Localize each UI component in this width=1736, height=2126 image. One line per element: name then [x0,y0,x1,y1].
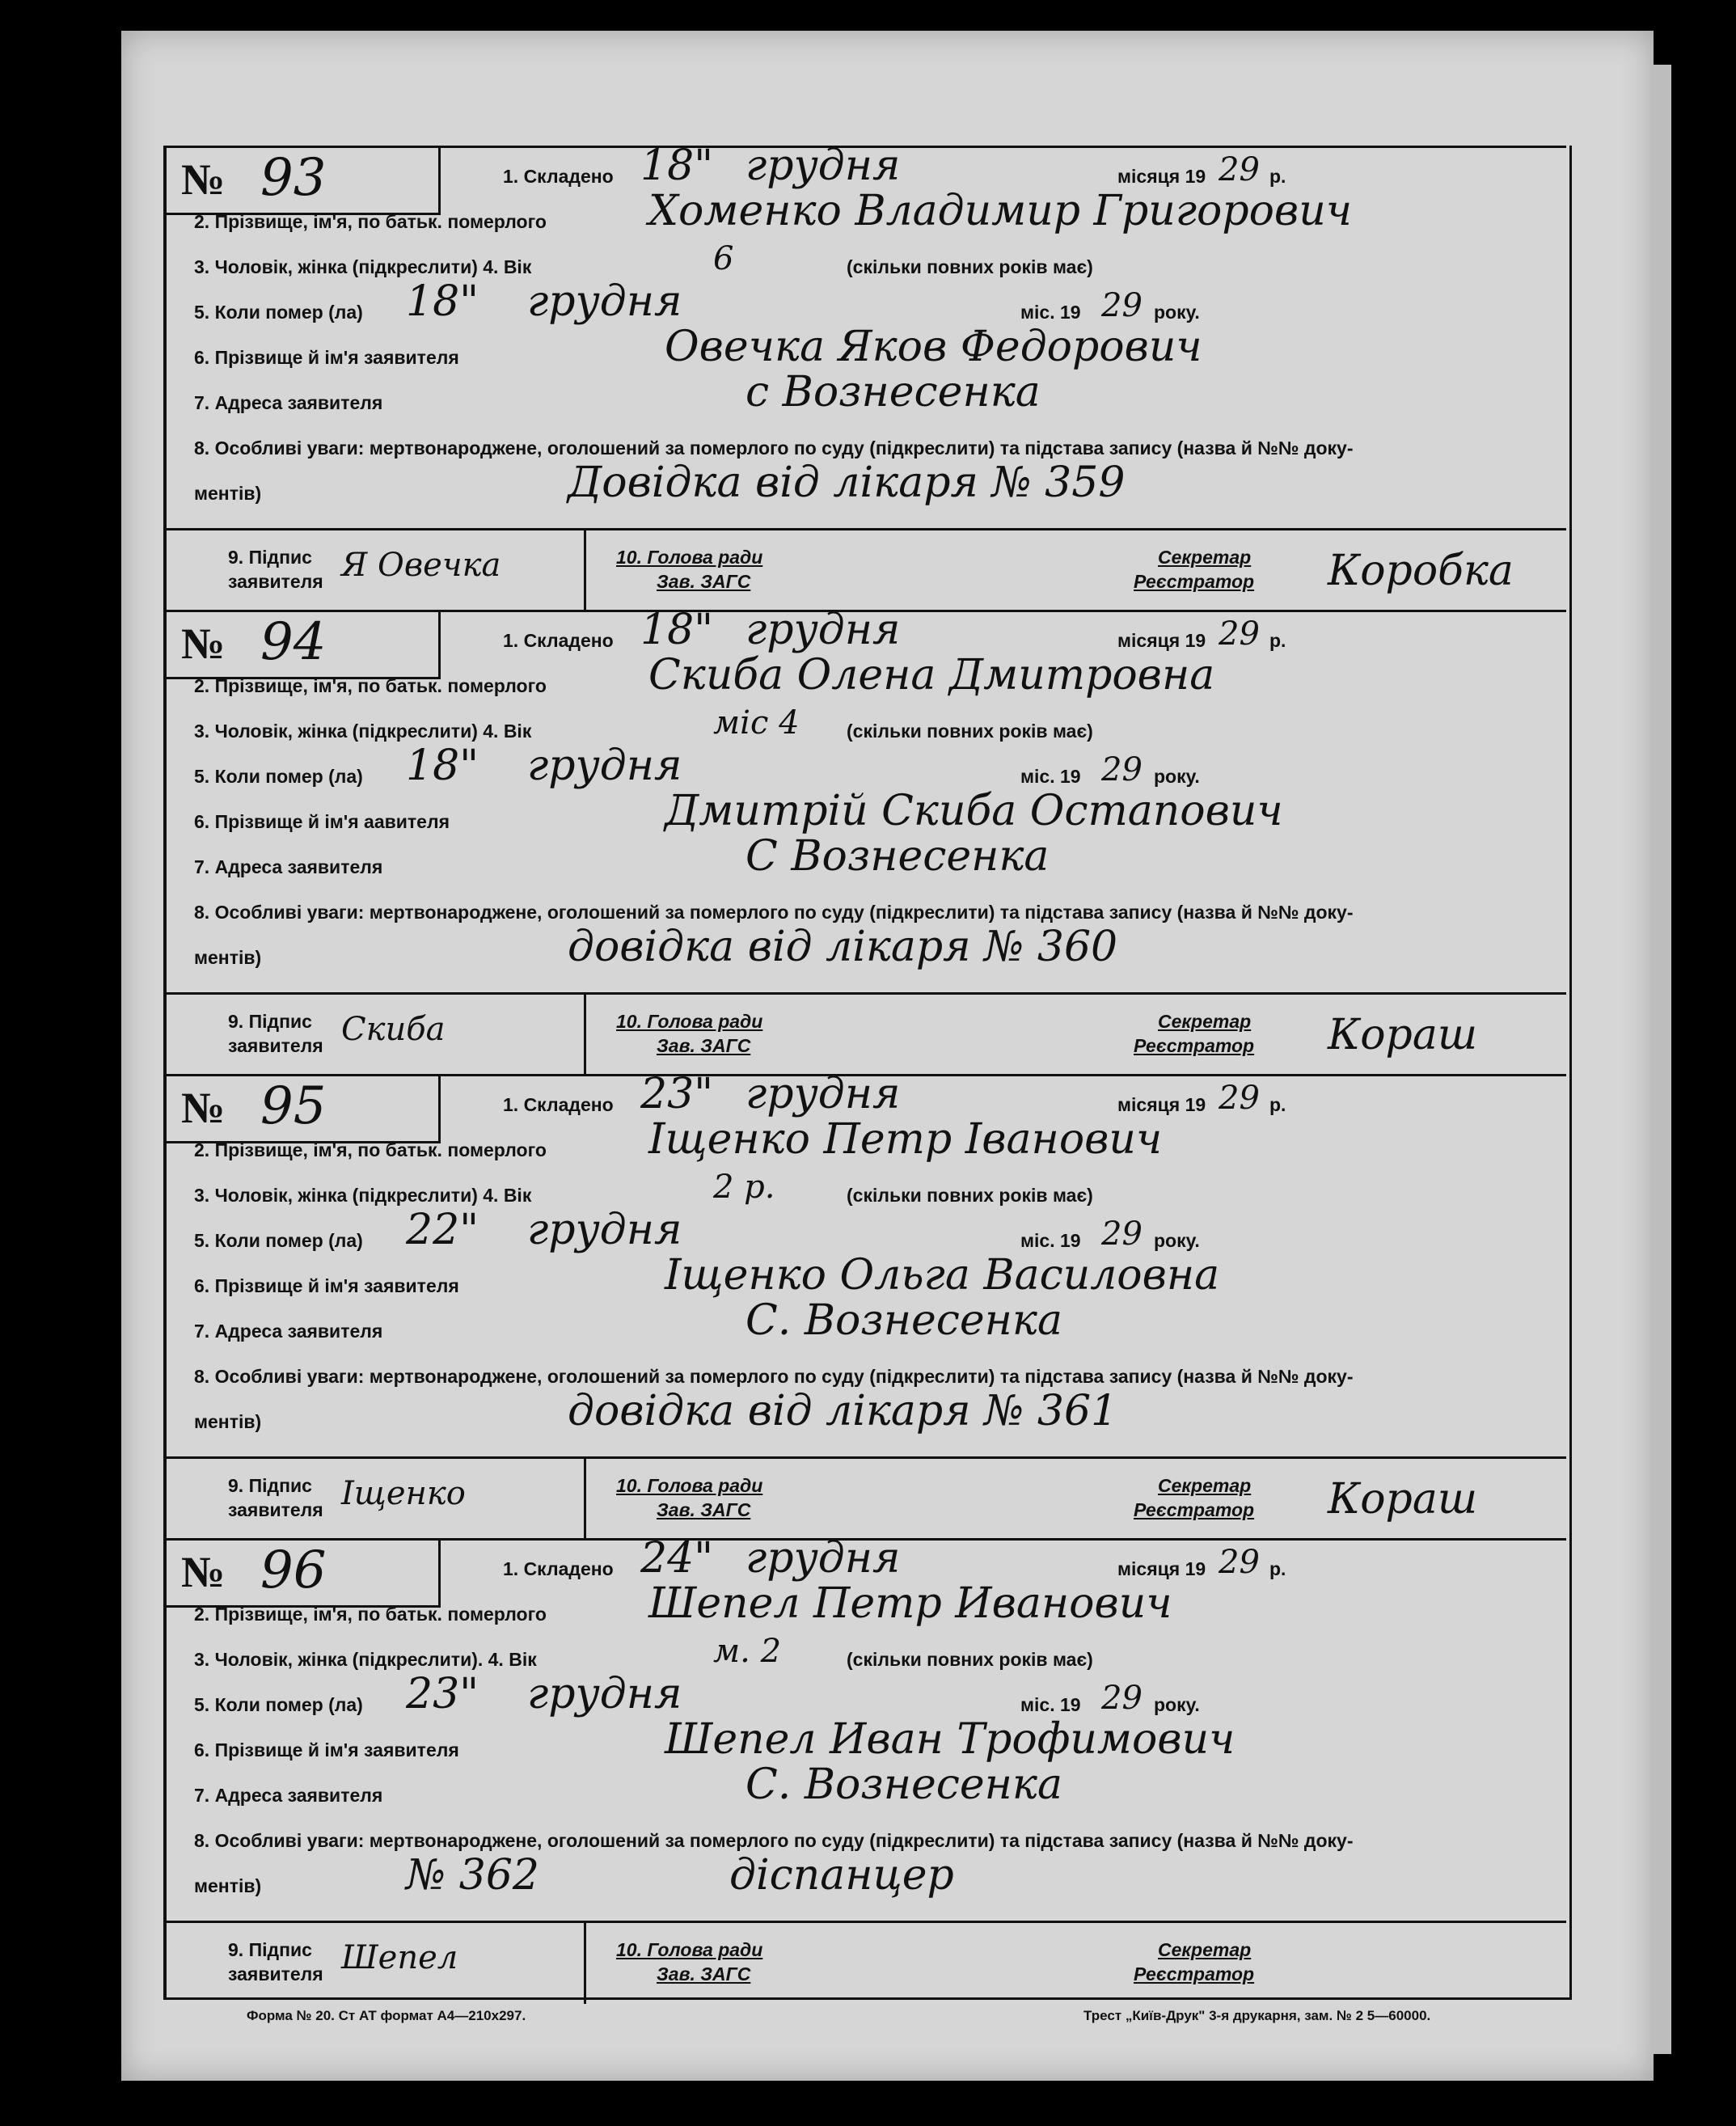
compiled-year: 29 [1219,1544,1260,1581]
document-number: № 362 [406,1851,539,1900]
mis-year-label: міс. 19 [1020,302,1081,323]
applicant-signature: Шепел [341,1939,458,1976]
age-tail-label: (скільки повних років має) [847,1185,1093,1206]
number-sign: № [181,155,226,204]
compiled-year: 29 [1219,1080,1260,1117]
sig-label-2: заявителя [228,1035,323,1056]
secretary-label: Секретар [1158,1475,1252,1496]
deceased-name: Хоменко Владимир Григорович [648,187,1353,235]
age-value: м. 2 [713,1633,782,1670]
compiled-month: грудня [746,1534,901,1583]
compiled-day: 23" [640,1070,714,1118]
head-label-2: Зав. ЗАГС [657,1035,751,1056]
deceased-name: Скиба Олена Дмитровна [648,651,1215,700]
death-record [163,606,1566,1076]
applicant-name: Іщенко Ольга Василовна [665,1251,1220,1300]
death-month: грудня [527,742,682,790]
notes-label-1: 8. Особливі уваги: мертвонароджене, оголошений за померлого по суду (підкреслити) та підстава запису (назва й №№ доку- [194,437,1354,459]
head-label-2: Зав. ЗАГС [657,571,751,592]
death-day: 18" [406,277,479,326]
applicant-name: Шепел Иван Трофимович [665,1715,1235,1764]
document-value: діспанцер [729,1851,954,1900]
registrar-label: Реєстратор [1134,1499,1255,1520]
r-label: р. [1269,1094,1286,1115]
head-label-1: 10. Голова ради [616,1939,763,1960]
address-value: С. Вознесенка [746,1296,1062,1345]
signature-divider [584,530,586,611]
sex-age-label: 3. Чоловік, жінка (підкреслити) 4. Вік [194,256,532,277]
age-tail-label: (скільки повних років має) [847,1649,1093,1670]
death-year: 29 [1101,287,1143,324]
applicant-label: 6. Прізвище й ім'я заявителя [194,347,459,368]
head-label-2: Зав. ЗАГС [657,1963,751,1984]
number-sign: № [181,619,226,668]
document-value: Довідка від лікаря № 359 [568,459,1126,507]
address-label: 7. Адреса заявителя [194,1785,383,1806]
death-month: грудня [527,1206,682,1254]
register-sheet [121,31,1654,2081]
age-tail-label: (скільки повних років має) [847,721,1093,742]
registrar-label: Реєстратор [1134,571,1255,592]
death-record [163,1070,1566,1541]
notes-label-2: ментів) [194,1411,262,1432]
record-number: 93 [260,148,327,208]
secretary-label: Секретар [1158,1939,1252,1960]
signature-row [163,1921,1566,2004]
record-number: 95 [260,1076,327,1136]
notes-label-2: ментів) [194,483,262,504]
signature-row [163,1456,1566,1540]
sex-age-label: 3. Чоловік, жінка (підкреслити) 4. Вік [194,721,532,742]
compiled-month: грудня [746,1070,901,1118]
document-value: довідка від лікаря № 360 [568,923,1118,971]
month-year-label: місяця 19 [1117,630,1206,651]
sig-label-1: 9. Підпис [228,1939,312,1960]
applicant-label: 6. Прізвище й ім'я аавителя [194,811,450,832]
death-day: 22" [406,1206,479,1254]
deceased-label: 2. Прізвище, ім'я, по батьк. померлого [194,1139,547,1160]
signature-divider [584,1923,586,2004]
mis-year-label: міс. 19 [1020,1230,1081,1251]
r-label: р. [1269,166,1286,187]
death-year: 29 [1101,1215,1143,1253]
month-year-label: місяця 19 [1117,1094,1206,1115]
applicant-label: 6. Прізвище й ім'я заявителя [194,1275,459,1296]
deceased-label: 2. Прізвище, ім'я, по батьк. померлого [194,1604,547,1625]
address-value: с Вознесенка [746,368,1041,416]
sig-label-1: 9. Підпис [228,547,312,568]
month-year-label: місяця 19 [1117,1558,1206,1579]
sig-label-1: 9. Підпис [228,1011,312,1032]
compiled-day: 24" [640,1534,714,1583]
sig-label-2: заявителя [228,1963,323,1984]
registrar-label: Реєстратор [1134,1035,1255,1056]
death-record [163,1534,1566,2005]
age-tail-label: (скільки повних років має) [847,256,1093,277]
age-value: 6 [713,240,734,277]
month-year-label: місяця 19 [1117,166,1206,187]
r-label: р. [1269,1558,1286,1579]
compiled-month: грудня [746,606,901,654]
sig-label-1: 9. Підпис [228,1475,312,1496]
page-edge [1654,65,1671,2054]
notes-label-1: 8. Особливі уваги: мертвонароджене, оголошений за померлого по суду (підкреслити) та підстава запису (назва й №№ доку- [194,1366,1354,1387]
address-value: С. Вознесенка [746,1760,1062,1809]
secretary-label: Секретар [1158,1011,1252,1032]
mis-year-label: міс. 19 [1020,1694,1081,1715]
death-year: 29 [1101,1680,1143,1717]
sex-age-label: 3. Чоловік, жінка (підкреслити). 4. Вік [194,1649,537,1670]
footer-form-label: Форма № 20. Ст АТ формат А4—210х297. [247,2008,526,2023]
applicant-name: Овечка Яков Федорович [665,323,1202,371]
applicant-signature: Я Овечка [341,547,501,584]
deceased-label: 2. Прізвище, ім'я, по батьк. померлого [194,211,547,232]
roku-label: року. [1154,302,1200,323]
mis-year-label: міс. 19 [1020,766,1081,787]
applicant-signature: Скиба [341,1011,446,1048]
died-label: 5. Коли помер (ла) [194,1694,363,1715]
death-month: грудня [527,1670,682,1718]
sex-age-label: 3. Чоловік, жінка (підкреслити) 4. Вік [194,1185,532,1206]
record-number-box [163,612,441,679]
deceased-name: Шепел Петр Иванович [648,1579,1172,1628]
notes-label-2: ментів) [194,1875,262,1896]
death-day: 18" [406,742,479,790]
head-label-1: 10. Голова ради [616,1011,763,1032]
died-label: 5. Коли помер (ла) [194,766,363,787]
document-value: довідка від лікаря № 361 [568,1387,1118,1435]
address-label: 7. Адреса заявителя [194,1321,383,1342]
applicant-name: Дмитрій Скиба Остапович [665,787,1283,835]
record-number: 96 [260,1541,327,1600]
sig-label-2: заявителя [228,1499,323,1520]
applicant-label: 6. Прізвище й ім'я заявителя [194,1739,459,1760]
compiled-year: 29 [1219,151,1260,188]
record-number-box [163,1076,441,1143]
record-number-box [163,148,441,215]
signature-row [163,528,1566,611]
deceased-label: 2. Прізвище, ім'я, по батьк. померлого [194,675,547,696]
secretary-label: Секретар [1158,547,1252,568]
address-label: 7. Адреса заявителя [194,392,383,413]
number-sign: № [181,1548,226,1596]
head-label-1: 10. Голова ради [616,547,763,568]
compiled-label: 1. Складено [503,1094,614,1115]
compiled-day: 18" [640,142,714,190]
record-number-box [163,1541,441,1608]
roku-label: року. [1154,1230,1200,1251]
signature-divider [584,1459,586,1540]
compiled-label: 1. Складено [503,630,614,651]
number-sign: № [181,1084,226,1132]
address-value: С Вознесенка [746,832,1050,881]
registrar-signature: Кораш [1328,1475,1478,1524]
r-label: р. [1269,630,1286,651]
record-number: 94 [260,612,327,672]
registrar-signature: Кораш [1328,1011,1478,1059]
death-year: 29 [1101,751,1143,788]
address-label: 7. Адреса заявителя [194,856,383,877]
footer-printer-label: Трест „Київ-Друк" 3-я друкарня, зам. № 2 5—60000. [1083,2008,1431,2023]
notes-label-2: ментів) [194,947,262,968]
death-month: грудня [527,277,682,326]
compiled-year: 29 [1219,615,1260,653]
notes-label-1: 8. Особливі уваги: мертвонароджене, оголошений за померлого по суду (підкреслити) та підстава запису (назва й №№ доку- [194,1830,1354,1851]
applicant-signature: Іщенко [341,1475,466,1512]
compiled-label: 1. Складено [503,166,614,187]
roku-label: року. [1154,766,1200,787]
compiled-label: 1. Складено [503,1558,614,1579]
deceased-name: Іщенко Петр Іванович [648,1115,1163,1164]
head-label-1: 10. Голова ради [616,1475,763,1496]
age-value: 2 р. [713,1169,775,1206]
death-day: 23" [406,1670,479,1718]
died-label: 5. Коли помер (ла) [194,302,363,323]
notes-label-1: 8. Особливі уваги: мертвонароджене, оголошений за померлого по суду (підкреслити) та підстава запису (назва й №№ доку- [194,902,1354,923]
head-label-2: Зав. ЗАГС [657,1499,751,1520]
death-record [163,142,1566,612]
registrar-signature: Коробка [1328,547,1514,595]
signature-divider [584,995,586,1076]
sig-label-2: заявителя [228,571,323,592]
age-value: міс 4 [713,704,800,742]
compiled-month: грудня [746,142,901,190]
roku-label: року. [1154,1694,1200,1715]
compiled-day: 18" [640,606,714,654]
signature-row [163,992,1566,1076]
registrar-label: Реєстратор [1134,1963,1255,1984]
died-label: 5. Коли помер (ла) [194,1230,363,1251]
